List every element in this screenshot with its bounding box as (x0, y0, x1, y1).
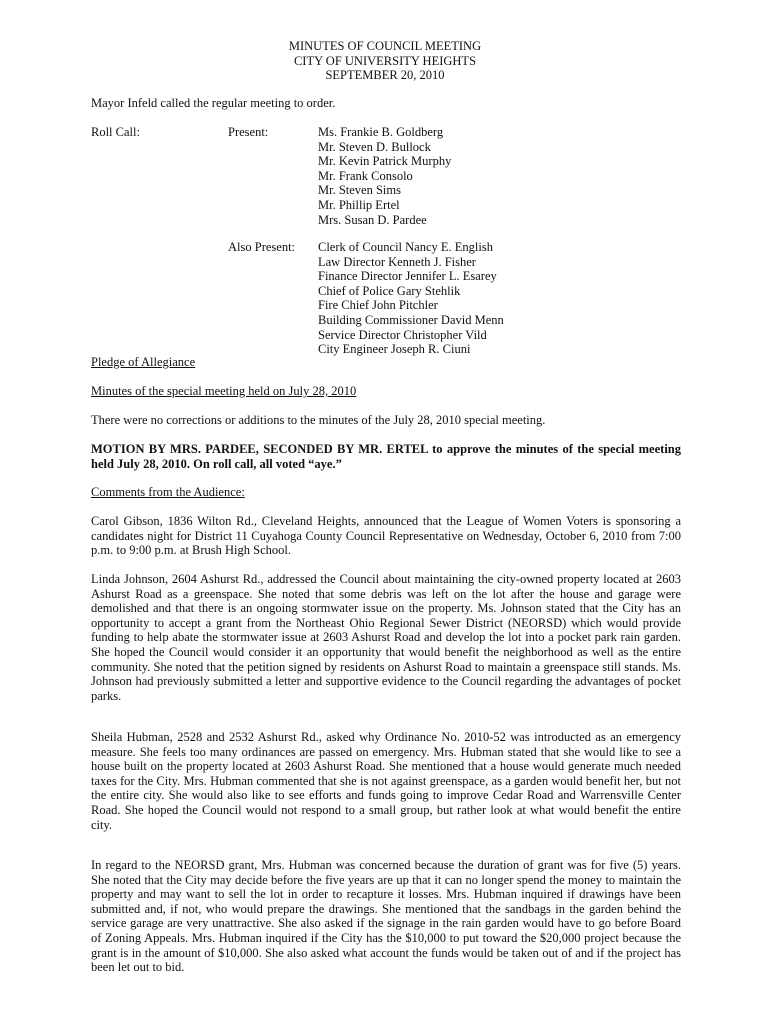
header-date: SEPTEMBER 20, 2010 (325, 68, 445, 83)
minutes-text: There were no corrections or additions to the minutes of the July 28, 2010 special meeting. (91, 413, 546, 427)
also-present-list (318, 240, 504, 357)
also-present-member: Law Director Kenneth J. Fisher (318, 254, 476, 269)
also-present-member: Chief of Police Gary Stehlik (318, 283, 461, 298)
motion-text: MOTION BY MRS. PARDEE, SECONDED BY MR. ERTEL to approve the minutes of the special meeting held July 28, 2010. On roll call, all voted “aye.” (91, 442, 681, 471)
present-member: Mr. Frank Consolo (318, 168, 413, 183)
present-label: Present: (228, 125, 269, 139)
present-member: Mr. Kevin Patrick Murphy (318, 154, 452, 169)
pledge-heading: Pledge of Allegiance (91, 355, 196, 369)
also-present-member: Fire Chief John Pitchler (318, 298, 438, 313)
present-member: Mr. Steven D. Bullock (318, 139, 431, 154)
present-member: Mr. Steven Sims (318, 183, 401, 198)
roll-call-label: Roll Call: (91, 125, 140, 139)
also-present-member: Finance Director Jennifer L. Esarey (318, 269, 497, 284)
also-present-member: City Engineer Joseph R. Ciuni (318, 342, 471, 357)
also-present-member: Service Director Christopher Vild (318, 327, 487, 342)
paragraph-hubman: Sheila Hubman, 2528 and 2532 Ashurst Rd., asked why Ordinance No. 2010-52 was introducted as an emergency measure. She feels too many ordinances are passed on emergency. Mrs. Hubman stated that she would like to see a house built on the property located at 2603 Ashurst Road. She mentioned that a house would generate much needed taxes for the City. Mrs. Hubman commented that she is not against greenspace, as a garden would benefit her, but not the entire city. She would also like to see efforts and funds going to improve Cedar Road and Warrensville Center Road. She hoped the Council would not respond to a small group, but rather look at what would benefit the entire city. (91, 730, 681, 832)
comments-heading: Comments from the Audience: (91, 485, 245, 499)
also-present-member: Building Commissioner David Menn (318, 312, 504, 327)
paragraph-neorsd-grant: In regard to the NEORSD grant, Mrs. Hubman was concerned because the duration of grant was for five (5) years. She noted that the City may decide before the five years are up that it can no longer spend the money to maintain the property and may want to sell the lot in order to recapture it losses. Mrs. Hubman inquired if drawings have been submitted and, if not, who would prepare the drawings. She mentioned that the sandbags in the garden behind the service garage are very unattractive. She also asked if the signage in the rain garden would have to go before Board of Zoning Appeals. Mrs. Hubman inquired if the City has the $10,000 to put toward the $20,000 project because the grant is in the amount of $10,000. She also asked what account the funds would be taken out of and if the project has been let out to bid. (91, 858, 681, 975)
document-header (0, 39, 770, 83)
header-city: CITY OF UNIVERSITY HEIGHTS (293, 53, 477, 68)
minutes-heading: Minutes of the special meeting held on July 28, 2010 (91, 384, 357, 398)
present-member: Mr. Phillip Ertel (318, 197, 400, 212)
present-list (318, 125, 451, 227)
header-title: MINUTES OF COUNCIL MEETING (288, 39, 482, 53)
paragraph-gibson: Carol Gibson, 1836 Wilton Rd., Cleveland Heights, announced that the League of Women Voters is sponsoring a candidates night for District 11 Cuyahoga County Council Representative on Wednesday, October 6, 2010 from 7:00 p.m. to 9:00 p.m. at Brush High School. (91, 514, 681, 558)
opening-line: Mayor Infeld called the regular meeting to order. (91, 96, 336, 110)
also-present-member: Clerk of Council Nancy E. English (318, 240, 493, 254)
paragraph-johnson: Linda Johnson, 2604 Ashurst Rd., addressed the Council about maintaining the city-owned property located at 2603 Ashurst Road as a greenspace. She noted that some debris was left on the lot after the house and garage were demolished and that there is an ongoing stormwater issue on the property. Ms. Johnson stated that the City has an opportunity to accept a grant from the Northeast Ohio Regional Sewer District (NEORSD) which would provide funding to help abate the stormwater issue at 2603 Ashurst Road and develop the lot into a pocket park rain garden. She hoped the Council would consider it an opportunity that would benefit the neighborhood as well as the entire community. She noted that the petition signed by residents on Ashurst Road to maintain a greenspace still stands. Ms. Johnson had previously submitted a letter and supportive evidence to the Council regarding the advantages of pocket parks. (91, 572, 681, 703)
also-present-label: Also Present: (228, 240, 296, 254)
present-member: Ms. Frankie B. Goldberg (318, 125, 444, 139)
present-member: Mrs. Susan D. Pardee (318, 212, 427, 227)
